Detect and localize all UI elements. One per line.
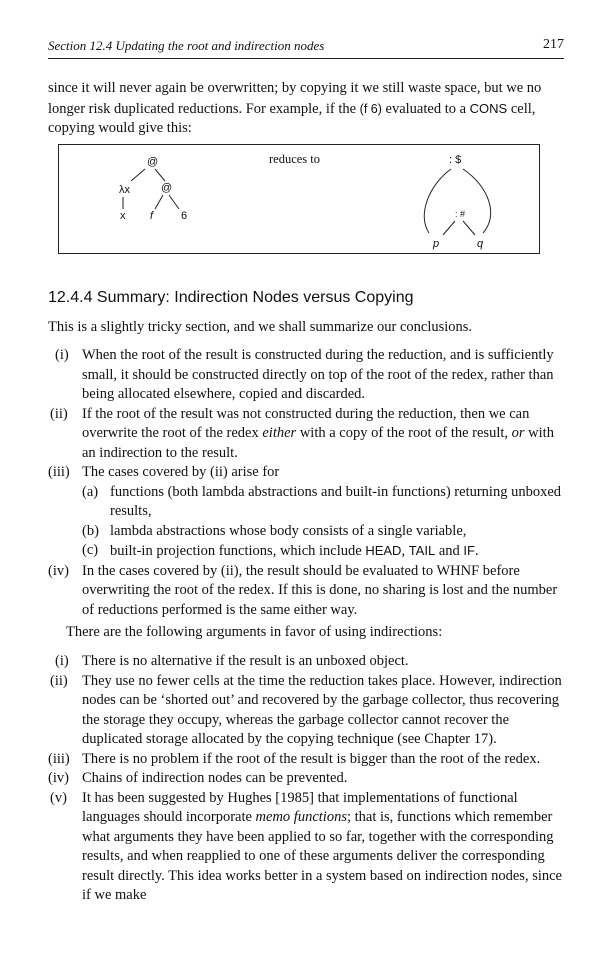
list-item	[48, 405, 566, 464]
item-text: When the root of the result is constructed during the reduction, and is sufficiently small, it should be constructed directly on top of the root of the redex, rather than being allocated elsewhere, copied and discarded.	[82, 347, 554, 402]
edge-root-lambda	[131, 169, 145, 181]
right-root-cons: : $	[449, 154, 462, 166]
list-item	[48, 346, 566, 405]
section-title: Section 12.4 Updating the root and indirection nodes	[48, 38, 325, 53]
intro-cons: CONS	[469, 100, 508, 116]
item-label: (iv)	[48, 562, 69, 579]
item-text: They use no fewer cells at the time the reduction takes place. However, indirection nodes can be ‘shorted out’ and recovered by the garbage collector, thus recovering the storage they occupy, whereas the garbage collector cannot recover the duplicated storage allocated by the copying technique (see Chapter 17).	[82, 672, 562, 747]
intro-paragraph	[48, 79, 566, 139]
sub-item-label: (b)	[82, 522, 99, 539]
sub-item-text: functions (both lambda abstractions and built-in functions) returning unboxed results,	[110, 483, 562, 519]
item-label: (ii)	[50, 405, 68, 422]
sub-item-label: (a)	[82, 483, 99, 500]
lambda-node: λx	[119, 184, 130, 196]
item-text: Chains of indirection nodes can be prevented.	[82, 770, 348, 786]
sub-item-text: built-in projection functions, which include HEAD, TAIL and IF.	[110, 543, 479, 559]
item-label: (iv)	[48, 770, 69, 786]
arguments-intro: There are the following arguments in favor of using indirections:	[66, 624, 443, 640]
edge-cons-right	[463, 169, 491, 233]
inner-app-node: @	[161, 182, 173, 194]
list-item	[48, 789, 566, 906]
edge-cons-left	[424, 169, 451, 233]
cons-node: : #	[455, 209, 466, 219]
p-var: p	[433, 238, 440, 250]
sub-list	[82, 483, 566, 562]
sub-list-item	[82, 541, 566, 562]
reduces-to-label: reduces to	[269, 152, 321, 166]
page-number: 217	[543, 37, 564, 52]
list-item	[48, 652, 566, 672]
edge-root-app	[155, 169, 165, 181]
sub-list-item	[82, 483, 566, 522]
list-item	[48, 769, 566, 789]
item-label: (i)	[55, 653, 69, 669]
item-label: (iii)	[48, 750, 70, 767]
intro-text-2: evaluated to a	[381, 100, 470, 117]
running-header	[48, 36, 564, 59]
sub-list-item	[82, 522, 566, 542]
tail-keyword: TAIL	[408, 543, 436, 558]
sub-item-text: lambda abstractions whose body consists of a single variable,	[110, 522, 467, 539]
intro-text-1: since it will never again be overwritten; by copying it we still waste space, but we no longer risk duplicated reductions. For example, if the	[48, 80, 542, 117]
item-text: There is no problem if the root of the result is bigger than the root of the redex.	[82, 750, 541, 767]
item-text: The cases covered by (ii) arise for	[82, 464, 280, 480]
emphasis-memo-functions: memo functions	[255, 809, 347, 825]
item-text: There is no alternative if the result is an unboxed object.	[82, 653, 409, 669]
head-keyword: HEAD	[365, 543, 402, 558]
sub-item-label: (c)	[82, 542, 99, 558]
edge-app-six	[169, 195, 179, 209]
reduction-figure	[58, 144, 540, 254]
item-label: (i)	[55, 347, 69, 363]
emphasis-or: or	[511, 425, 525, 441]
if-keyword: IF	[463, 543, 475, 558]
intro-code: (f 6)	[359, 101, 382, 116]
six-literal: 6	[181, 210, 188, 222]
intro-text-3: cell, copying would give this:	[48, 100, 536, 136]
item-text: It has been suggested by Hughes [1985] that implementations of functional languages should incorporate memo functions; that is, functions which remember what arguments they have been applied to so far, together with the corresponding results, and when reapplied to one of these arguments deliver the corresponding result directly. This idea works better in a system based on indirection nodes, since if we make	[82, 789, 562, 903]
reduction-diagram	[59, 145, 541, 255]
item-text: If the root of the result was not constructed during the reduction, then we can overwrite the root of the redex either with a copy of the root of the result, or with an indirection to the result.	[82, 405, 554, 461]
arguments-list	[48, 652, 566, 906]
edge-inner-q	[463, 221, 475, 235]
summary-intro: This is a slightly tricky section, and we shall summarize our conclusions.	[48, 319, 473, 335]
item-label: (ii)	[50, 672, 68, 689]
edge-app-f	[155, 195, 163, 209]
emphasis-either: either	[262, 425, 297, 441]
list-item	[48, 463, 566, 562]
x-var: x	[120, 210, 126, 222]
item-text: In the cases covered by (ii), the result should be evaluated to WHNF before overwriting the root of the redex. If this is done, no sharing is lost and the number of reductions performed is the same either way.	[82, 562, 558, 618]
list-item	[48, 750, 566, 770]
item-label: (iii)	[48, 464, 70, 480]
list-item	[48, 672, 566, 750]
left-root-app: @	[147, 156, 159, 168]
item-label: (v)	[50, 789, 67, 806]
list-item	[48, 562, 566, 621]
section-heading: 12.4.4 Summary: Indirection Nodes versus Copying	[48, 289, 414, 306]
conclusions-list	[48, 346, 566, 620]
f-var: f	[150, 210, 154, 222]
edge-inner-p	[443, 221, 455, 235]
q-var: q	[477, 238, 484, 250]
